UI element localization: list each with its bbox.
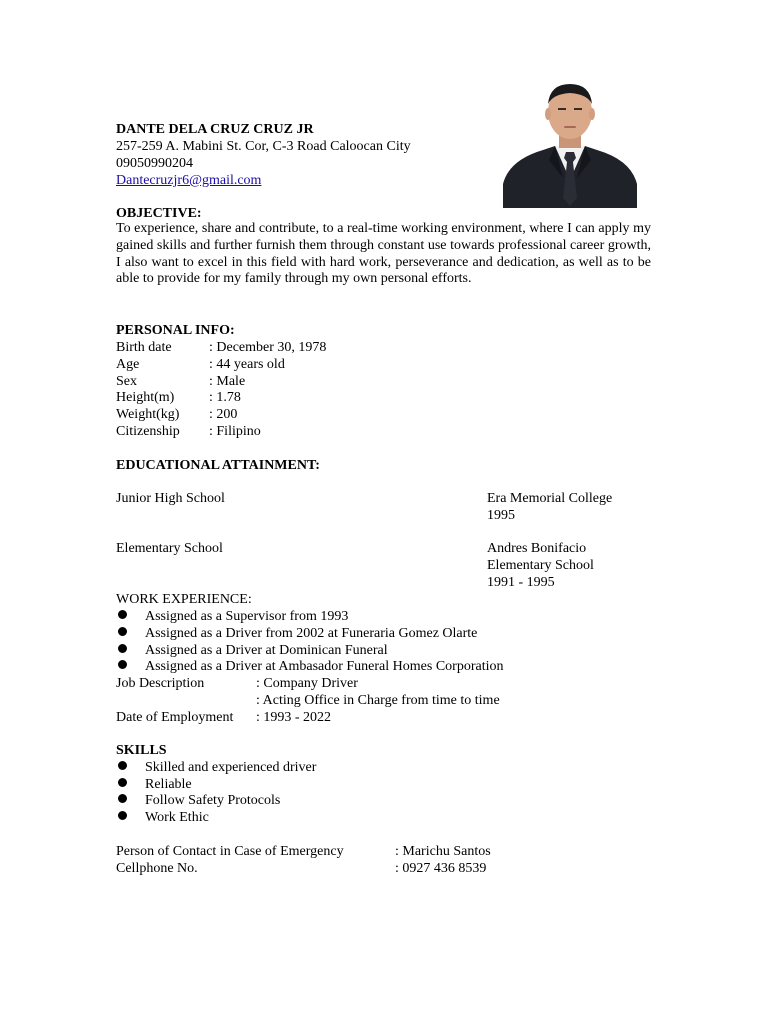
bullet-icon bbox=[118, 794, 127, 803]
education-year: 1995 bbox=[487, 508, 515, 523]
weight-label: Weight(kg) bbox=[116, 407, 180, 422]
education-level: Junior High School bbox=[116, 491, 225, 506]
applicant-photo bbox=[503, 76, 637, 208]
job-description-value: : Company Driver bbox=[256, 676, 358, 691]
citizenship-value: : Filipino bbox=[209, 424, 261, 439]
applicant-name: DANTE DELA CRUZ CRUZ JR bbox=[116, 122, 314, 137]
skill-text: Follow Safety Protocols bbox=[145, 793, 281, 808]
objective-text: To experience, share and contribute, to a real-time working environment, where I can apply my gained skills and further furnish them through constant use towards professional career growth, I also want to excel in this field with hard work, perseverance and dedication, as well as to be able to provide for my family through my own personal efforts. bbox=[116, 221, 651, 287]
age-label: Age bbox=[116, 357, 140, 372]
birthdate-label: Birth date bbox=[116, 340, 172, 355]
cellphone-value: : 0927 436 8539 bbox=[395, 861, 487, 876]
sex-value: : Male bbox=[209, 374, 246, 389]
employment-value: : 1993 - 2022 bbox=[256, 710, 332, 725]
age-value: : 44 years old bbox=[209, 357, 285, 372]
birthdate-value: : December 30, 1978 bbox=[209, 340, 327, 355]
education-level: Elementary School bbox=[116, 541, 223, 556]
list-item bbox=[116, 792, 280, 809]
bullet-icon bbox=[118, 610, 127, 619]
height-label: Height(m) bbox=[116, 390, 175, 405]
skill-text: Work Ethic bbox=[145, 810, 209, 825]
list-item bbox=[116, 809, 209, 826]
work-item-text: Assigned as a Supervisor from 1993 bbox=[145, 609, 349, 624]
portrait-image bbox=[503, 76, 637, 208]
height-value: : 1.78 bbox=[209, 390, 241, 405]
education-heading: EDUCATIONAL ATTAINMENT: bbox=[116, 458, 320, 473]
cellphone-label: Cellphone No. bbox=[116, 861, 198, 876]
emergency-contact-value: : Marichu Santos bbox=[395, 844, 491, 859]
citizenship-label: Citizenship bbox=[116, 424, 180, 439]
bullet-icon bbox=[118, 761, 127, 770]
bullet-icon bbox=[118, 660, 127, 669]
personal-info-heading: PERSONAL INFO: bbox=[116, 323, 235, 338]
list-item bbox=[116, 658, 503, 675]
skill-text: Reliable bbox=[145, 777, 192, 792]
list-item bbox=[116, 625, 477, 642]
address: 257-259 A. Mabini St. Cor, C-3 Road Caloocan City bbox=[116, 139, 411, 154]
education-school: Andres Bonifacio bbox=[487, 541, 587, 556]
list-item bbox=[116, 608, 348, 625]
job-description-value-2: : Acting Office in Charge from time to time bbox=[256, 693, 500, 708]
bullet-icon bbox=[118, 811, 127, 820]
weight-value: : 200 bbox=[209, 407, 238, 422]
education-school-line2: Elementary School bbox=[487, 558, 594, 573]
bullet-icon bbox=[118, 627, 127, 636]
work-item-text: Assigned as a Driver at Dominican Funeral bbox=[145, 643, 388, 658]
list-item bbox=[116, 759, 316, 776]
job-description-label: Job Description bbox=[116, 676, 205, 691]
list-item bbox=[116, 642, 388, 659]
work-item-text: Assigned as a Driver from 2002 at Funeraria Gomez Olarte bbox=[145, 626, 478, 641]
phone: 09050990204 bbox=[116, 156, 193, 171]
bullet-icon bbox=[118, 644, 127, 653]
work-heading: WORK EXPERIENCE: bbox=[116, 592, 252, 607]
bullet-icon bbox=[118, 778, 127, 787]
emergency-contact-label: Person of Contact in Case of Emergency bbox=[116, 844, 344, 859]
education-school: Era Memorial College bbox=[487, 491, 613, 506]
email-link[interactable]: Dantecruzjr6@gmail.com bbox=[116, 173, 262, 188]
sex-label: Sex bbox=[116, 374, 137, 389]
work-item-text: Assigned as a Driver at Ambasador Funeral Homes Corporation bbox=[145, 659, 504, 674]
objective-heading: OBJECTIVE: bbox=[116, 206, 202, 221]
skills-heading: SKILLS bbox=[116, 743, 167, 758]
skill-text: Skilled and experienced driver bbox=[145, 760, 317, 775]
employment-label: Date of Employment bbox=[116, 710, 234, 725]
education-year: 1991 - 1995 bbox=[487, 575, 555, 590]
list-item bbox=[116, 776, 192, 793]
